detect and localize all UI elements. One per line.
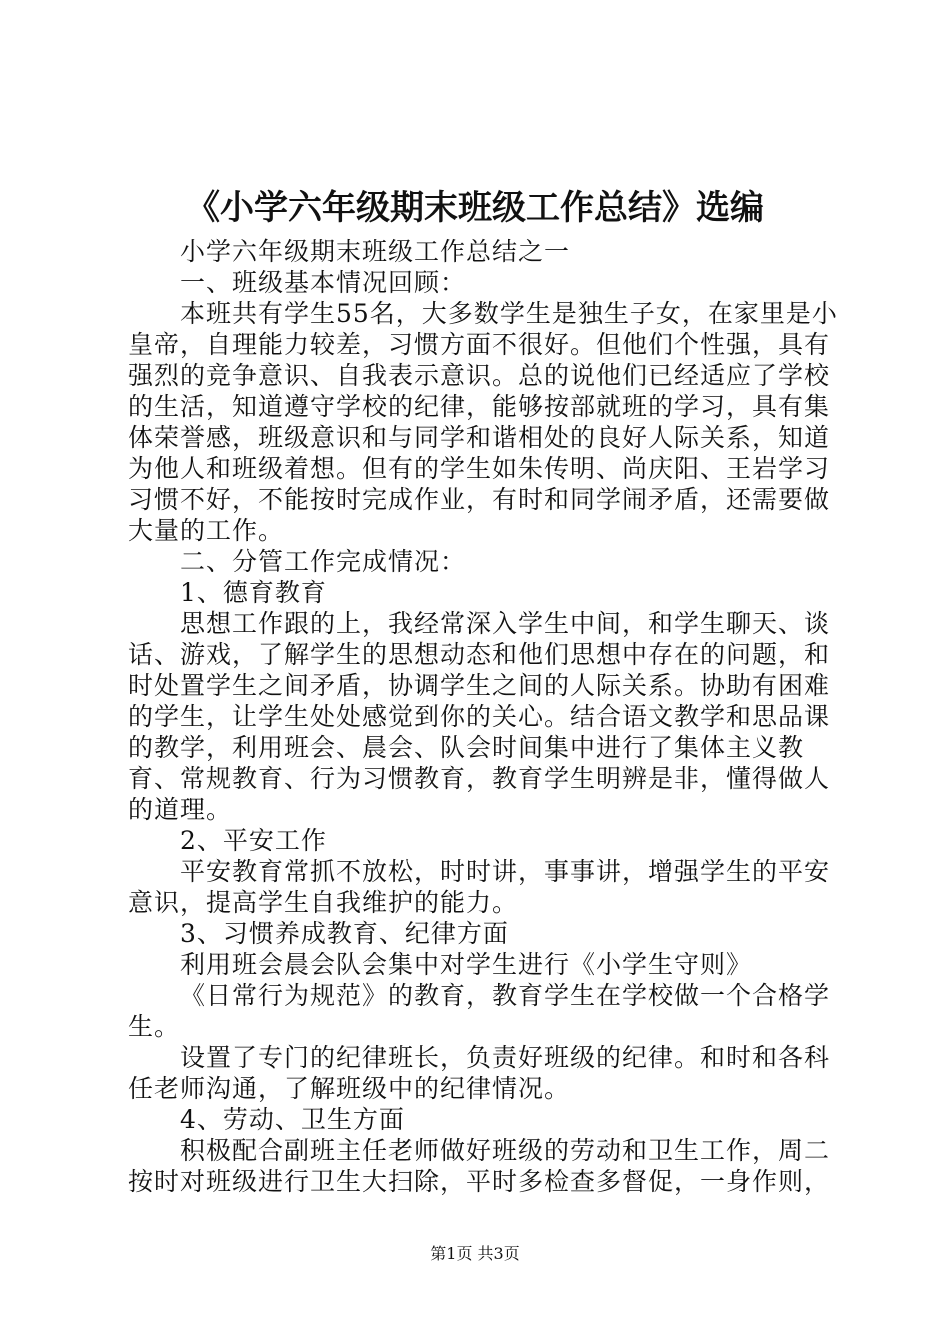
page-footer: 第1页 共3页 (430, 1244, 520, 1263)
paragraph-subheading-labor: 4、劳动、卫生方面 (180, 1105, 405, 1134)
paragraph-habits-norms: 《日常行为规范》的教育，教育学生在学校做一个合格学生。 (128, 981, 831, 1041)
paragraph-subheading-safety: 2、平安工作 (180, 826, 327, 855)
paragraph-discipline-monitor: 设置了专门的纪律班长，负责好班级的纪律。和时和各科任老师沟通，了解班级中的纪律情况。 (128, 1043, 831, 1103)
paragraph-heading-1: 一、班级基本情况回顾： (180, 268, 467, 297)
document-title: 《小学六年级期末班级工作总结》选编 (186, 188, 764, 228)
paragraph-class-overview: 本班共有学生55名，大多数学生是独生子女，在家里是小皇帝，自理能力较差，习惯方面不很好。但他们个性强，具有强烈的竞争意识、自我表示意识。总的说他们已经适应了学校的生活，知道遵守学校的纪律，能够按部就班的学习，具有集体荣誉感，班级意识和与同学和谐相处的良好人际关系，知道为他人和班级着想。但有的学生如朱传明、尚庆阳、王岩学习习惯不好，不能按时完成作业，有时和同学闹矛盾，还需要做大量的工作。 (128, 299, 838, 545)
paragraph-subtitle: 小学六年级期末班级工作总结之一 (180, 237, 571, 266)
paragraph-moral-education: 思想工作跟的上，我经常深入学生中间，和学生聊天、谈话、游戏，了解学生的思想动态和他们思想中存在的问题，和时处置学生之间矛盾，协调学生之间的人际关系。协助有困难的学生，让学生处处感觉到你的关心。结合语文教学和思品课的教学，利用班会、晨会、队会时间集中进行了集体主义教育、常规教育、行为习惯教育，教育学生明辨是非，懂得做人的道理。 (128, 609, 831, 824)
paragraph-subheading-moral: 1、德育教育 (180, 578, 327, 607)
paragraph-habits-rules: 利用班会晨会队会集中对学生进行《小学生守则》 (180, 950, 753, 979)
paragraph-heading-2: 二、分管工作完成情况： (180, 547, 467, 576)
paragraph-safety-work: 平安教育常抓不放松，时时讲，事事讲，增强学生的平安意识，提高学生自我维护的能力。 (128, 857, 831, 917)
document-body (128, 236, 838, 1197)
paragraph-subheading-habits: 3、习惯养成教育、纪律方面 (180, 919, 509, 948)
paragraph-labor-hygiene: 积极配合副班主任老师做好班级的劳动和卫生工作，周二按时对班级进行卫生大扫除，平时多检查多督促，一身作则， (128, 1136, 831, 1196)
